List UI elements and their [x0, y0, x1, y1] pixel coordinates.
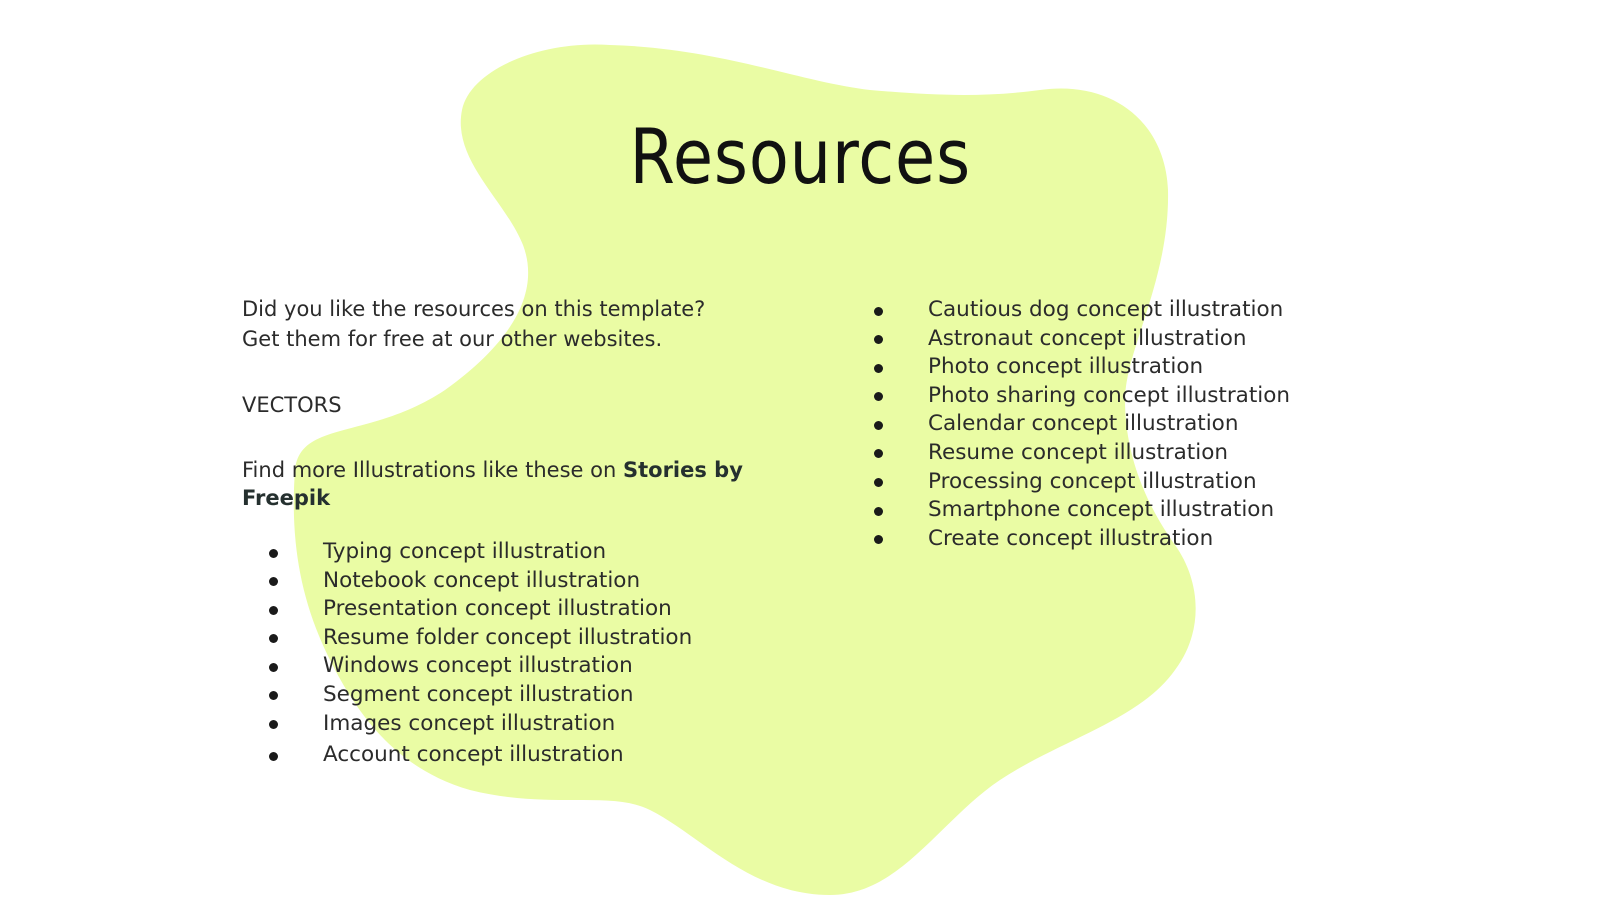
bullet-icon [269, 663, 278, 672]
intro-line-1: Did you like the resources on this template? [242, 297, 706, 321]
list-item-label: Presentation concept illustration [323, 596, 672, 622]
list-item [242, 710, 772, 739]
bullet-icon [874, 307, 883, 316]
bullet-icon [874, 421, 883, 430]
bullet-icon [874, 449, 883, 458]
bullet-icon [269, 634, 278, 643]
list-item [242, 567, 772, 596]
left-illustration-list [242, 538, 772, 770]
list-item [242, 624, 772, 653]
list-item-label: Smartphone concept illustration [928, 497, 1275, 523]
list-item [847, 410, 1290, 439]
list-item [847, 353, 1290, 382]
list-item [847, 439, 1290, 468]
list-item-label: Windows concept illustration [323, 653, 633, 679]
right-illustration-list [847, 296, 1290, 553]
bullet-icon [874, 364, 883, 373]
list-item-label: Processing concept illustration [928, 468, 1257, 494]
list-item-label: Photo sharing concept illustration [928, 382, 1291, 408]
list-item-label: Astronaut concept illustration [928, 325, 1247, 351]
list-item-label: Resume concept illustration [928, 439, 1228, 465]
intro-line-2: Get them for free at our other websites. [242, 327, 663, 351]
list-item [847, 496, 1290, 525]
list-item [242, 652, 772, 681]
bullet-icon [269, 549, 278, 558]
list-item [847, 296, 1290, 325]
page-title: Resources [629, 112, 972, 201]
list-item [242, 681, 772, 710]
list-item [847, 325, 1290, 354]
bullet-icon [269, 691, 278, 700]
bullet-icon [269, 752, 278, 761]
stories-by-freepik-link[interactable]: Stories by Freepik [242, 458, 743, 510]
left-column [242, 294, 772, 770]
list-item [242, 595, 772, 624]
bullet-icon [874, 507, 883, 516]
list-item-label: Segment concept illustration [323, 681, 634, 707]
list-item-label: Images concept illustration [323, 710, 616, 736]
bullet-icon [874, 478, 883, 487]
find-more-text [242, 456, 762, 512]
list-item-label: Account concept illustration [323, 742, 624, 768]
list-item [847, 468, 1290, 497]
list-item [242, 741, 772, 770]
list-item-label: Typing concept illustration [323, 539, 607, 564]
list-item [847, 525, 1290, 554]
list-item-label: Photo concept illustration [928, 354, 1204, 380]
bullet-icon [269, 606, 278, 615]
right-column [847, 296, 1290, 553]
find-more-prefix: Find more Illustrations like these on [242, 458, 623, 482]
bullet-icon [874, 392, 883, 401]
intro-text [242, 294, 772, 354]
list-item-label: Notebook concept illustration [323, 567, 641, 593]
bullet-icon [874, 335, 883, 344]
list-item-label: Resume folder concept illustration [323, 624, 693, 650]
bullet-icon [874, 535, 883, 544]
list-item [242, 538, 772, 567]
bullet-icon [269, 720, 278, 729]
list-item-label: Cautious dog concept illustration [928, 297, 1284, 322]
list-item-label: Calendar concept illustration [928, 411, 1239, 437]
bullet-icon [269, 577, 278, 586]
section-label-vectors: VECTORS [242, 393, 342, 417]
list-item [847, 382, 1290, 411]
list-item-label: Create concept illustration [928, 525, 1214, 551]
